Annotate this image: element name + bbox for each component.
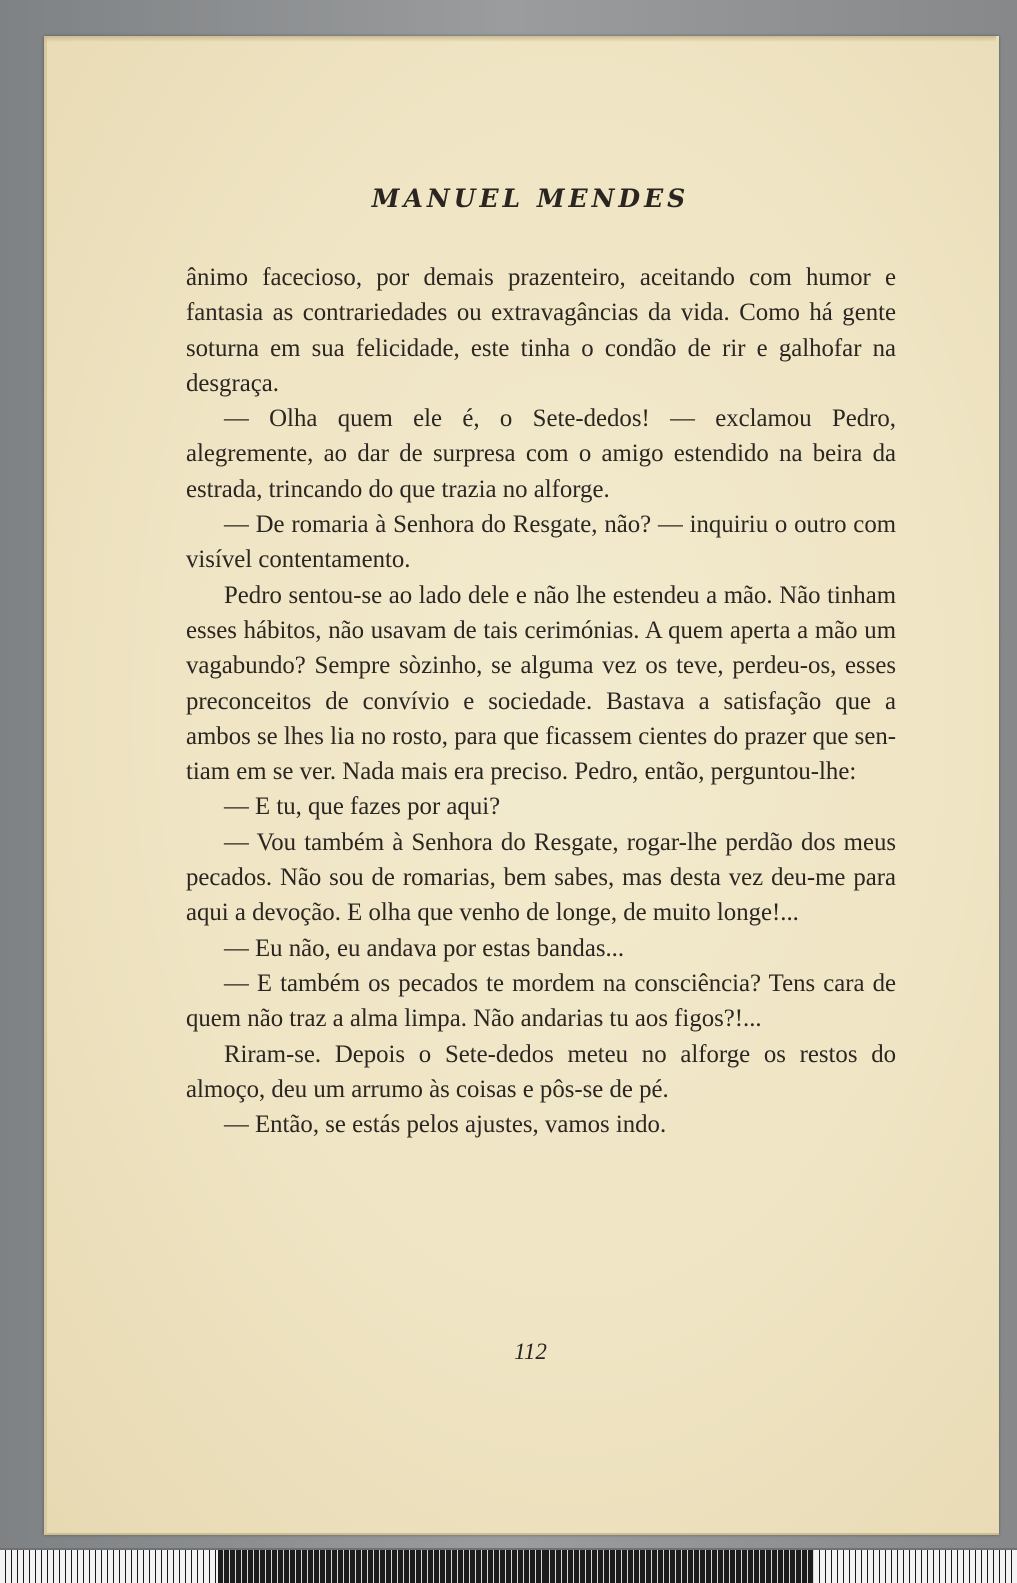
ruler-segment [0, 1550, 218, 1583]
paragraph: ânimo facecioso, por demais prazenteiro, aceitando com humor e fantasia as contrariedades ou extravagâncias da vida. Como há gente soturna em sua felicidade, este tinha o condão de rir e galhofar na desgraça. [186, 264, 896, 397]
page-number: 112 [514, 1339, 547, 1364]
paragraph: — Olha quem ele é, o Sete-dedos! — exclamou Pedro, alegremente, ao dar de surpresa com o amigo estendido na beira da estrada, trincando do que trazia no alforge. [186, 405, 896, 503]
ruler-segment [814, 1550, 1017, 1583]
paragraph: Pedro sentou-se ao lado dele e não lhe estendeu a mão. Não tinham esses hábitos, não usavam de tais cerimónias. A quem aperta a mão um vagabundo? Sempre sòzinho, se alguma vez os teve, perdeu-os, esses preconceitos de convívio e sociedade. Bastava a satisfação que a ambos se lhes lia no rosto, para que ficassem cientes do prazer que sentiam em se ver. Nada mais era preciso. Pedro, então, perguntou-lhe: [186, 581, 896, 786]
paragraph: Riram-se. Depois o Sete-dedos meteu no alforge os restos do almoço, deu um arrumo às coisas e pôs-se de pé. [186, 1040, 896, 1103]
paragraph: — E tu, que fazes por aqui? [224, 793, 501, 821]
paragraph: — De romaria à Senhora do Resgate, não? — inquiriu o outro com visível contentamento. [186, 511, 896, 574]
page-top-edge [44, 36, 996, 42]
body-text [186, 260, 896, 1142]
ruler-segment [544, 1550, 814, 1583]
running-head: MANUEL MENDES [371, 184, 690, 213]
paragraph: — E também os pecados te mordem na consciência? Tens cara de quem não traz a alma limpa. Não andarias tu aos figos?!... [186, 969, 896, 1033]
paragraph: — Então, se estás pelos ajustes, vamos indo. [224, 1111, 667, 1139]
paragraph: — Vou também à Senhora do Resgate, rogar-lhe perdão dos meus pecados. Não sou de romarias, bem sabes, mas desta vez deu-me para aqui a devoção. E olha que venho de longe, de muito longe!... [186, 828, 896, 927]
ruler-segment [218, 1550, 544, 1583]
paragraph: — Eu não, eu andava por estas bandas... [224, 934, 625, 962]
